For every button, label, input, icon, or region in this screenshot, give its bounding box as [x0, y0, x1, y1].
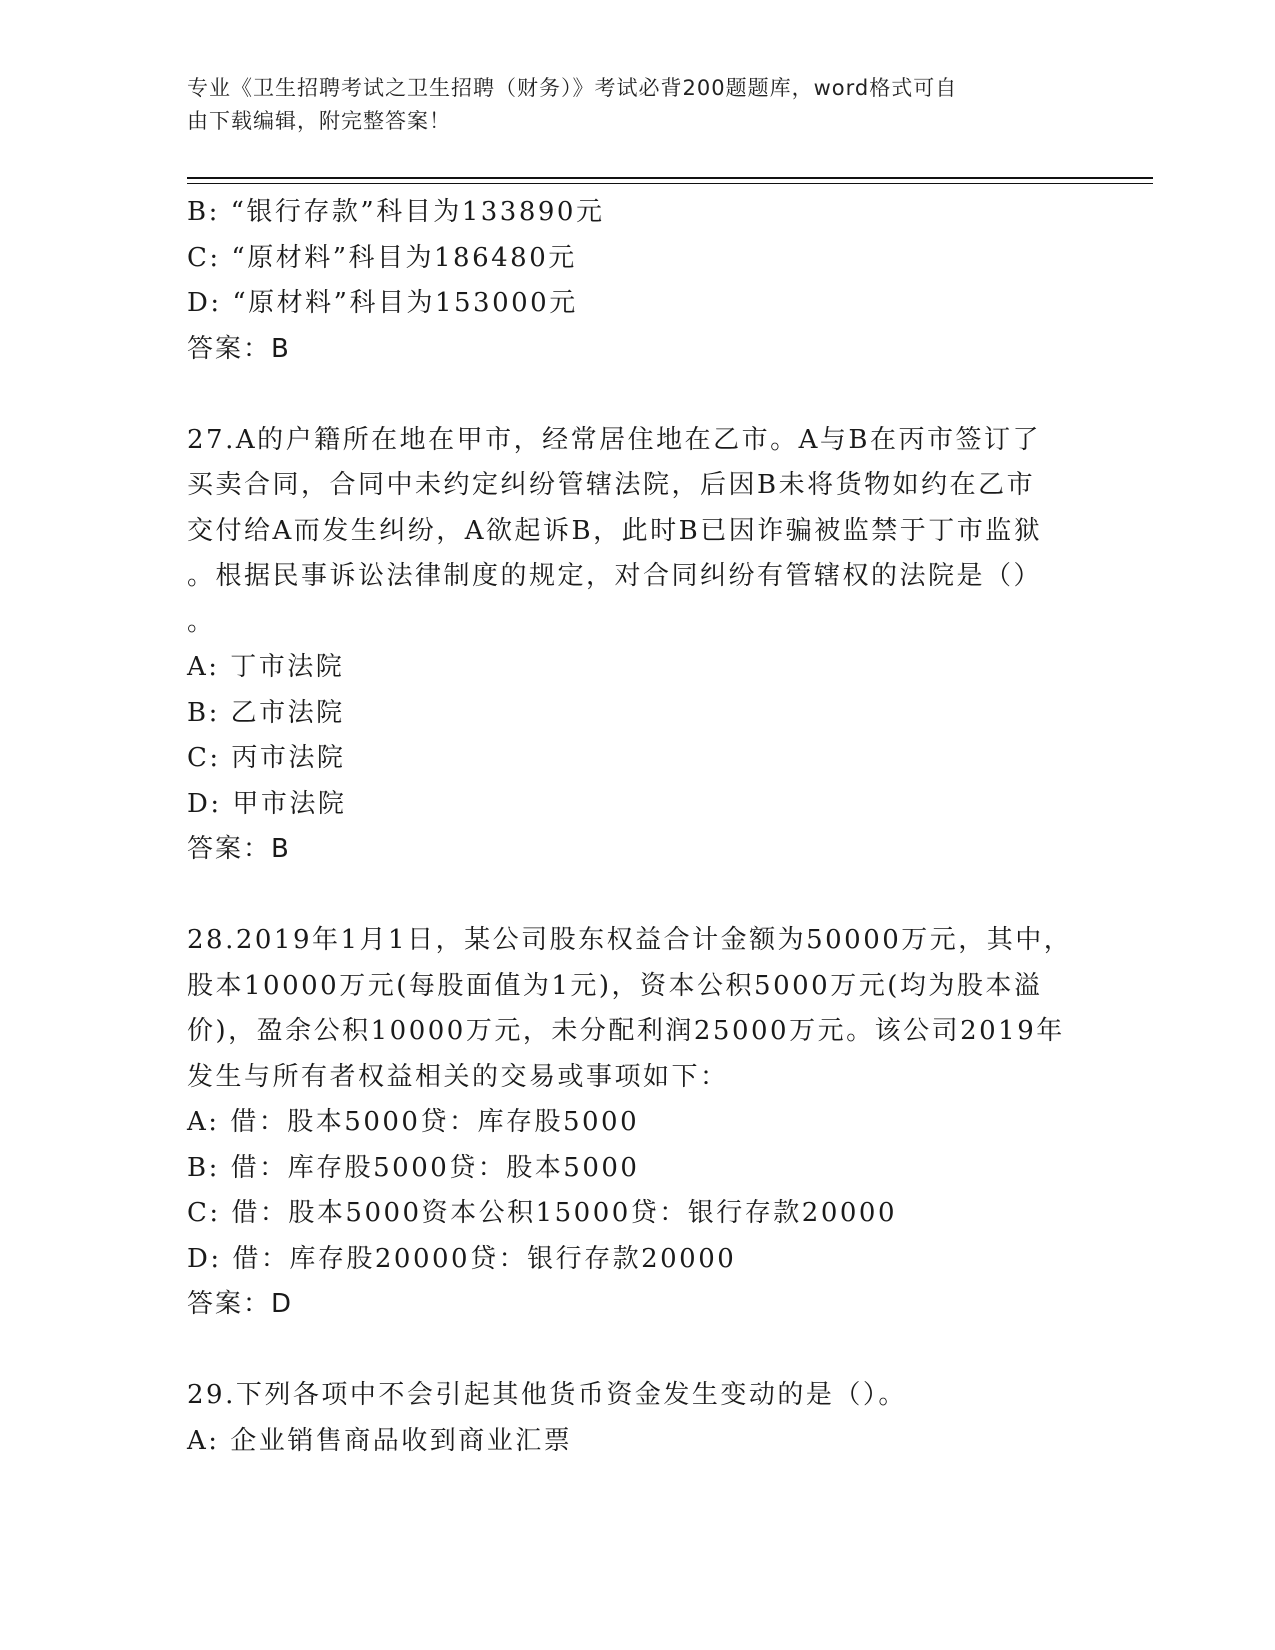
option-c: C: 丙市法院 [187, 743, 346, 773]
question-26-tail [187, 190, 1067, 372]
option-d: D: “原材料”科目为153000元 [187, 288, 578, 318]
question-stem-line: 股本10000万元(每股面值为1元)，资本公积5000万元(均为股本溢 [187, 970, 1043, 1001]
question-stem-line: 。 [187, 606, 216, 637]
question-stem-line: 28.2019年1月1日，某公司股东权益合计金额为50000万元，其中， [187, 925, 1073, 955]
option-b: B: “银行存款”科目为133890元 [187, 197, 605, 227]
answer-label: 答案：D [187, 1289, 294, 1319]
question-stem-line: 买卖合同，合同中未约定纠纷管辖法院，后因B未将货物如约在乙市 [187, 470, 1036, 500]
answer-label: 答案：B [187, 834, 291, 864]
question-29 [187, 1373, 1067, 1464]
question-list [187, 190, 1073, 1464]
spacer [187, 1328, 1067, 1374]
question-stem-line: 。根据民事诉讼法律制度的规定，对合同纠纷有管辖权的法院是（） [187, 561, 1043, 591]
question-stem-line: 27.A的户籍所在地在甲市，经常居住地在乙市。A与B在丙市签订了 [187, 424, 1042, 455]
option-c: C: “原材料”科目为186480元 [187, 242, 577, 273]
header-title-line-1: 专业《卫生招聘考试之卫生招聘（财务）》考试必背200题题库，word格式可自 [187, 76, 958, 100]
header-title-line-2: 由下载编辑，附完整答案！ [187, 109, 451, 133]
question-stem-line: 29.下列各项中不会引起其他货币资金发生变动的是（）。 [187, 1380, 907, 1410]
option-d: D: 甲市法院 [187, 788, 347, 819]
question-27 [187, 418, 1067, 873]
header-divider-thin [187, 183, 1153, 184]
question-stem-line: 发生与所有者权益相关的交易或事项如下： [187, 1061, 729, 1092]
option-a: A: 借：股本5000贷：库存股5000 [187, 1107, 640, 1137]
option-d: D: 借：库存股20000贷：银行存款20000 [187, 1243, 737, 1274]
header-divider-thick [187, 177, 1153, 179]
option-b: B: 借：库存股5000贷：股本5000 [187, 1152, 640, 1183]
spacer [187, 873, 1067, 919]
document-header [187, 72, 1067, 138]
spacer [187, 372, 1067, 418]
option-a: A: 丁市法院 [187, 652, 345, 682]
question-28 [187, 918, 1073, 1328]
question-stem-line: 交付给A而发生纠纷，A欲起诉B，此时B已因诈骗被监禁于丁市监狱 [187, 515, 1043, 546]
option-c: C: 借：股本5000资本公积15000贷：银行存款20000 [187, 1198, 898, 1228]
question-stem-line: 价)，盈余公积10000万元，未分配利润25000万元。该公司2019年 [187, 1016, 1065, 1046]
option-a: A: 企业销售商品收到商业汇票 [187, 1425, 573, 1456]
option-b: B: 乙市法院 [187, 697, 345, 728]
answer-label: 答案：B [187, 333, 291, 364]
